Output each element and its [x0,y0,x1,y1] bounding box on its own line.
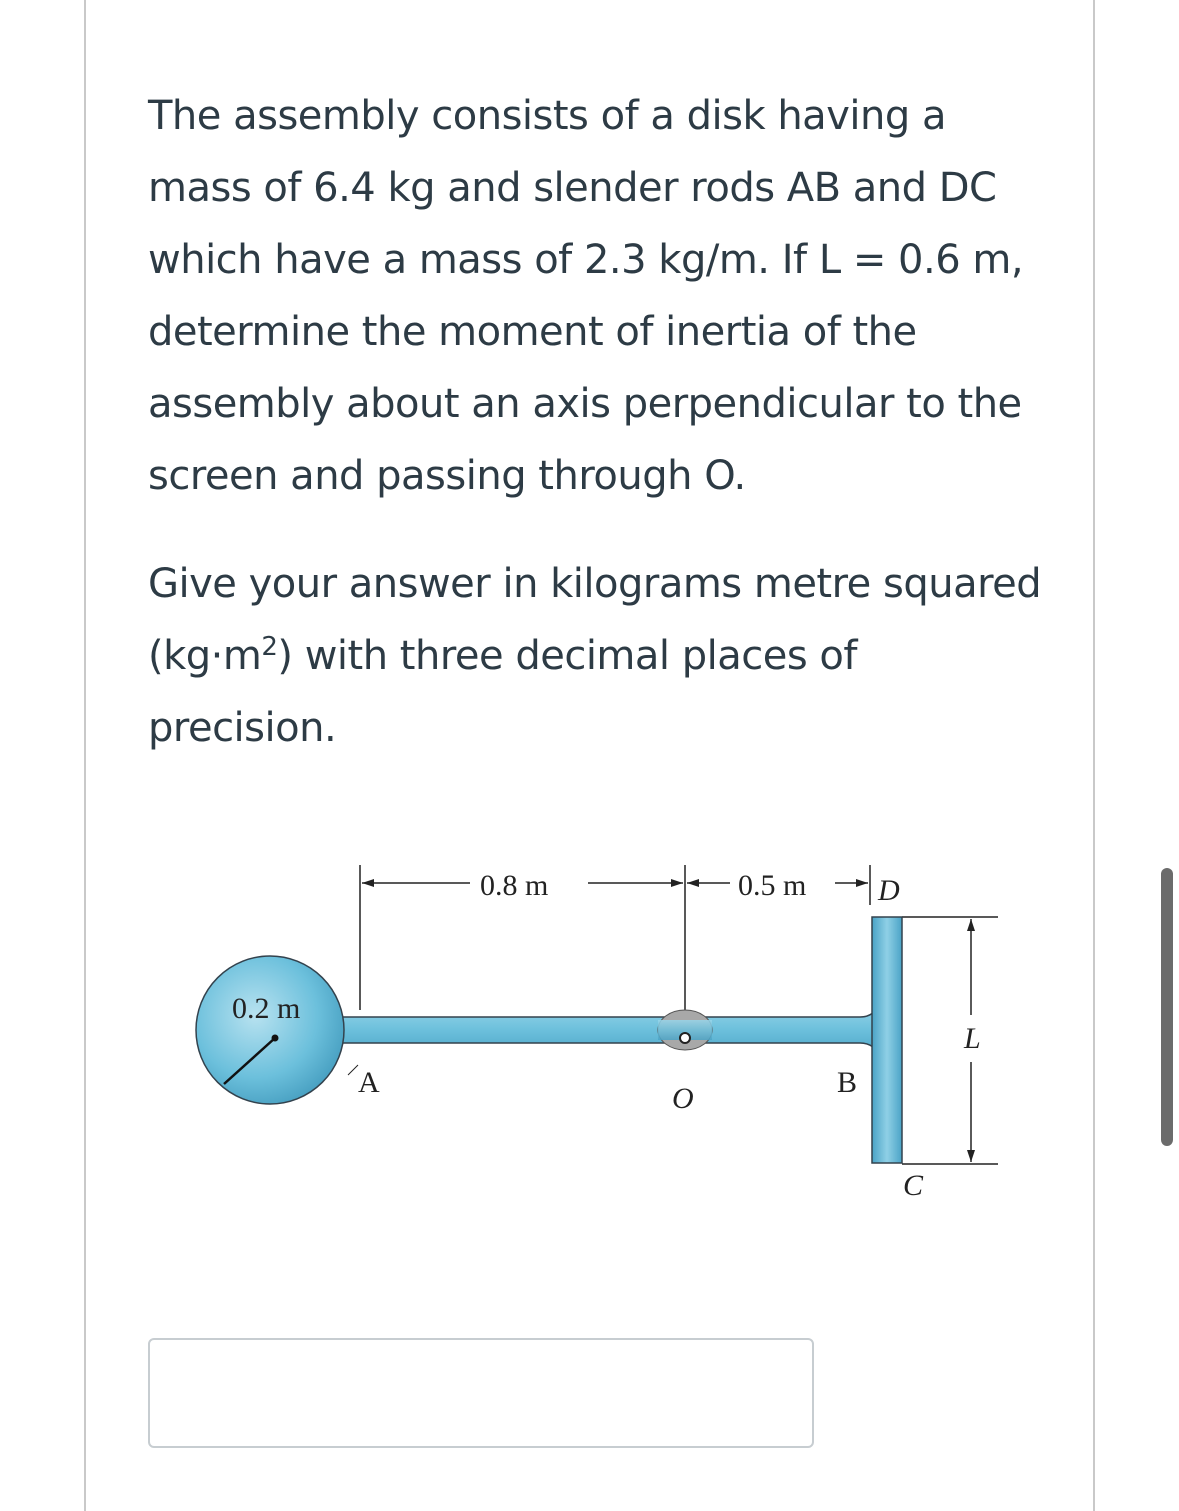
point-label-c: C [903,1169,924,1202]
page-scrollbar[interactable] [1161,868,1173,1146]
dimension-label-ao: 0.8 m [480,869,549,902]
rod-dc [872,917,902,1163]
dimension-label-l: L [964,1022,981,1055]
point-label-b: B [837,1066,858,1099]
question-text [148,80,1048,764]
content-left-border [84,0,86,1511]
disk-radius-label: 0.2 m [232,992,301,1025]
question-paragraph-instructions [148,548,1048,764]
instructions-text-start: Give your answer in kilograms metre squared (kg·m [148,561,1042,679]
point-label-a: A [358,1066,380,1099]
instructions-text-end: ) with three decimal places of precision. [148,633,857,751]
answer-input[interactable] [148,1338,814,1448]
pivot-pin [680,1033,690,1043]
question-paragraph-problem: The assembly consists of a disk having a mass of 6.4 kg and slender rods AB and DC which have a mass of 2.3 kg/m. If L = 0.6 m, determine the moment of inertia of the assembly about an axis perpendicular to the screen and passing through O. [148,93,1024,499]
assembly-figure [190,850,1010,1210]
disk-center-dot [272,1035,279,1042]
point-label-d: D [878,874,900,907]
dimension-label-ob: 0.5 m [738,869,807,902]
content-right-border [1093,0,1095,1511]
disk [196,956,344,1104]
point-label-o: O [672,1082,694,1115]
instructions-superscript: 2 [261,632,278,662]
rod-ab [300,1002,880,1058]
